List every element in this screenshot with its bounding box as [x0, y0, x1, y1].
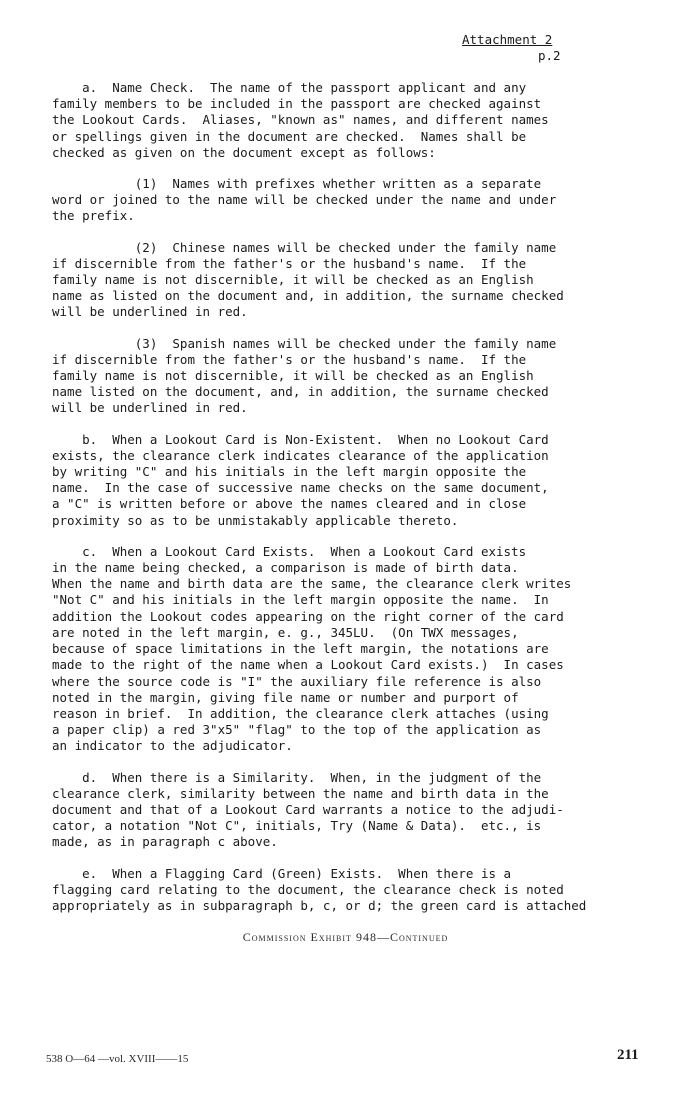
text-line: made to the right of the name when a Lookout Card exists.) In cases — [52, 657, 564, 673]
text-line: family name is not discernible, it will be checked as an English — [52, 272, 534, 288]
text-line: d. When there is a Similarity. When, in the judgment of the — [52, 769, 542, 785]
text-line: addition the Lookout codes appearing on the right corner of the card — [52, 608, 564, 624]
text-line: family members to be included in the passport are checked against — [52, 96, 542, 112]
text-line: (1) Names with prefixes whether written as a separate — [52, 176, 542, 192]
text-line: (2) Chinese names will be checked under the family name — [52, 239, 557, 255]
text-line: family name is not discernible, it will be checked as an English — [52, 368, 534, 384]
text-line: the prefix. — [52, 208, 135, 224]
text-line: or spellings given in the document are checked. Names shall be — [52, 128, 527, 144]
text-line: a. Name Check. The name of the passport applicant and any — [52, 80, 527, 95]
text-line: b. When a Lookout Card is Non-Existent. When no Lookout Card — [52, 431, 549, 447]
text-line: document and that of a Lookout Card warrants a notice to the adjudi- — [52, 801, 564, 817]
text-line: because of space limitations in the left margin, the notations are — [52, 641, 549, 657]
text-line: When the name and birth data are the same, the clearance clerk writes — [52, 576, 572, 592]
paragraph-e — [52, 866, 632, 915]
text-line: cator, a notation "Not C", initials, Try (Name & Data). etc., is — [52, 818, 542, 834]
text-line: exists, the clearance clerk indicates clearance of the application — [52, 447, 549, 463]
print-code: 538 O—64 —vol. XVIII——15 — [46, 1053, 189, 1065]
item-2 — [52, 240, 632, 321]
text-line: noted in the margin, giving file name or number and purport of — [52, 689, 519, 705]
text-line: will be underlined in red. — [52, 304, 248, 320]
text-line: word or joined to the name will be checked under the name and under — [52, 192, 557, 208]
text-line: name as listed on the document and, in addition, the surname checked — [52, 288, 564, 304]
text-line: if discernible from the father's or the husband's name. If the — [52, 351, 527, 367]
text-line: the Lookout Cards. Aliases, "known as" names, and different names — [52, 112, 549, 128]
text-line: an indicator to the adjudicator. — [52, 738, 293, 754]
text-line: (3) Spanish names will be checked under the family name — [52, 335, 557, 351]
text-line: by writing "C" and his initials in the left margin opposite the — [52, 464, 527, 480]
text-line: where the source code is "I" the auxiliary file reference is also — [52, 673, 542, 689]
text-line: in the name being checked, a comparison is made of birth data. — [52, 560, 519, 576]
exhibit-caption: Commission Exhibit 948—Continued — [242, 930, 449, 944]
text-line: "Not C" and his initials in the left margin opposite the name. In — [52, 592, 549, 608]
item-1 — [52, 176, 632, 225]
text-line: name listed on the document, and, in addition, the surname checked — [52, 384, 549, 400]
text-line: clearance clerk, similarity between the name and birth data in the — [52, 785, 549, 801]
item-3 — [52, 336, 632, 417]
text-line: c. When a Lookout Card Exists. When a Lookout Card exists — [52, 543, 527, 559]
paragraph-c — [52, 544, 632, 755]
paragraph-a — [52, 80, 632, 161]
page-number: 211 — [617, 1047, 639, 1063]
text-line: appropriately as in subparagraph b, c, or d; the green card is attached — [52, 897, 587, 913]
text-line: proximity so as to be unmistakably applicable thereto. — [52, 512, 459, 528]
text-line: name. In the case of successive name checks on the same document, — [52, 480, 549, 496]
text-line: made, as in paragraph c above. — [52, 834, 278, 850]
text-line: e. When a Flagging Card (Green) Exists. When there is a — [52, 865, 512, 881]
text-line: reason in brief. In addition, the clearance clerk attaches (using — [52, 705, 549, 721]
paragraph-b — [52, 432, 632, 529]
paragraph-d — [52, 770, 632, 851]
text-line: if discernible from the father's or the husband's name. If the — [52, 255, 527, 271]
page-marker: p.2 — [538, 48, 561, 63]
document-body — [52, 80, 632, 914]
text-line: flagging card relating to the document, the clearance check is noted — [52, 881, 564, 897]
text-line: a "C" is written before or above the names cleared and in close — [52, 496, 527, 512]
text-line: checked as given on the document except as follows: — [52, 144, 436, 160]
text-line: a paper clip) a red 3"x5" "flag" to the top of the application as — [52, 722, 542, 738]
text-line: are noted in the left margin, e. g., 345LU. (On TWX messages, — [52, 624, 519, 640]
text-line: will be underlined in red. — [52, 400, 248, 416]
attachment-label: Attachment 2 — [462, 32, 553, 47]
